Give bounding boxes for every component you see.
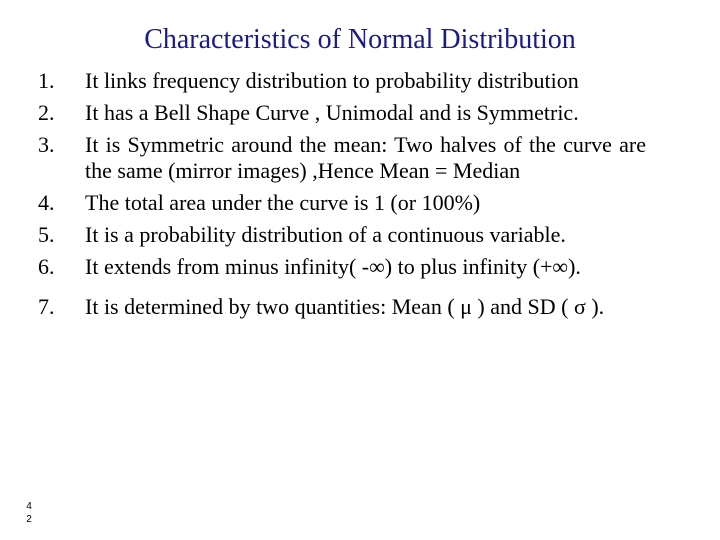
item-text: It has a Bell Shape Curve , Unimodal and is Symmetric. (85, 100, 579, 125)
list-item (38, 100, 646, 126)
item-text: It is Symmetric around the mean: Two halves of the curve are the same (mirror images) ,Hence Mean = Median (85, 132, 646, 183)
page-number (24, 500, 34, 526)
list-item (38, 222, 646, 248)
item-number: 2. (38, 100, 55, 125)
list-item (38, 132, 646, 184)
item-text: It links frequency distribution to probability distribution (85, 68, 579, 93)
list-item (38, 68, 646, 94)
item-number: 1. (38, 68, 55, 93)
page-number-digit: 4 (26, 501, 32, 512)
item-number: 5. (38, 222, 55, 247)
item-text: The total area under the curve is 1 (or 100%) (85, 190, 481, 215)
item-number: 4. (38, 190, 55, 215)
item-text: It is determined by two quantities: Mean ( μ ) and SD ( σ ). (85, 294, 605, 319)
slide-title: Characteristics of Normal Distribution (144, 24, 576, 55)
characteristics-list (38, 68, 646, 326)
item-number: 3. (38, 132, 55, 157)
item-number: 6. (38, 254, 55, 279)
list-item (38, 254, 646, 280)
list-item (38, 294, 646, 320)
list-item (38, 190, 646, 216)
item-number: 7. (38, 294, 55, 319)
item-text: It extends from minus infinity( -∞) to plus infinity (+∞). (85, 254, 581, 279)
item-text: It is a probability distribution of a continuous variable. (85, 222, 566, 247)
page-number-digit: 2 (26, 514, 32, 525)
